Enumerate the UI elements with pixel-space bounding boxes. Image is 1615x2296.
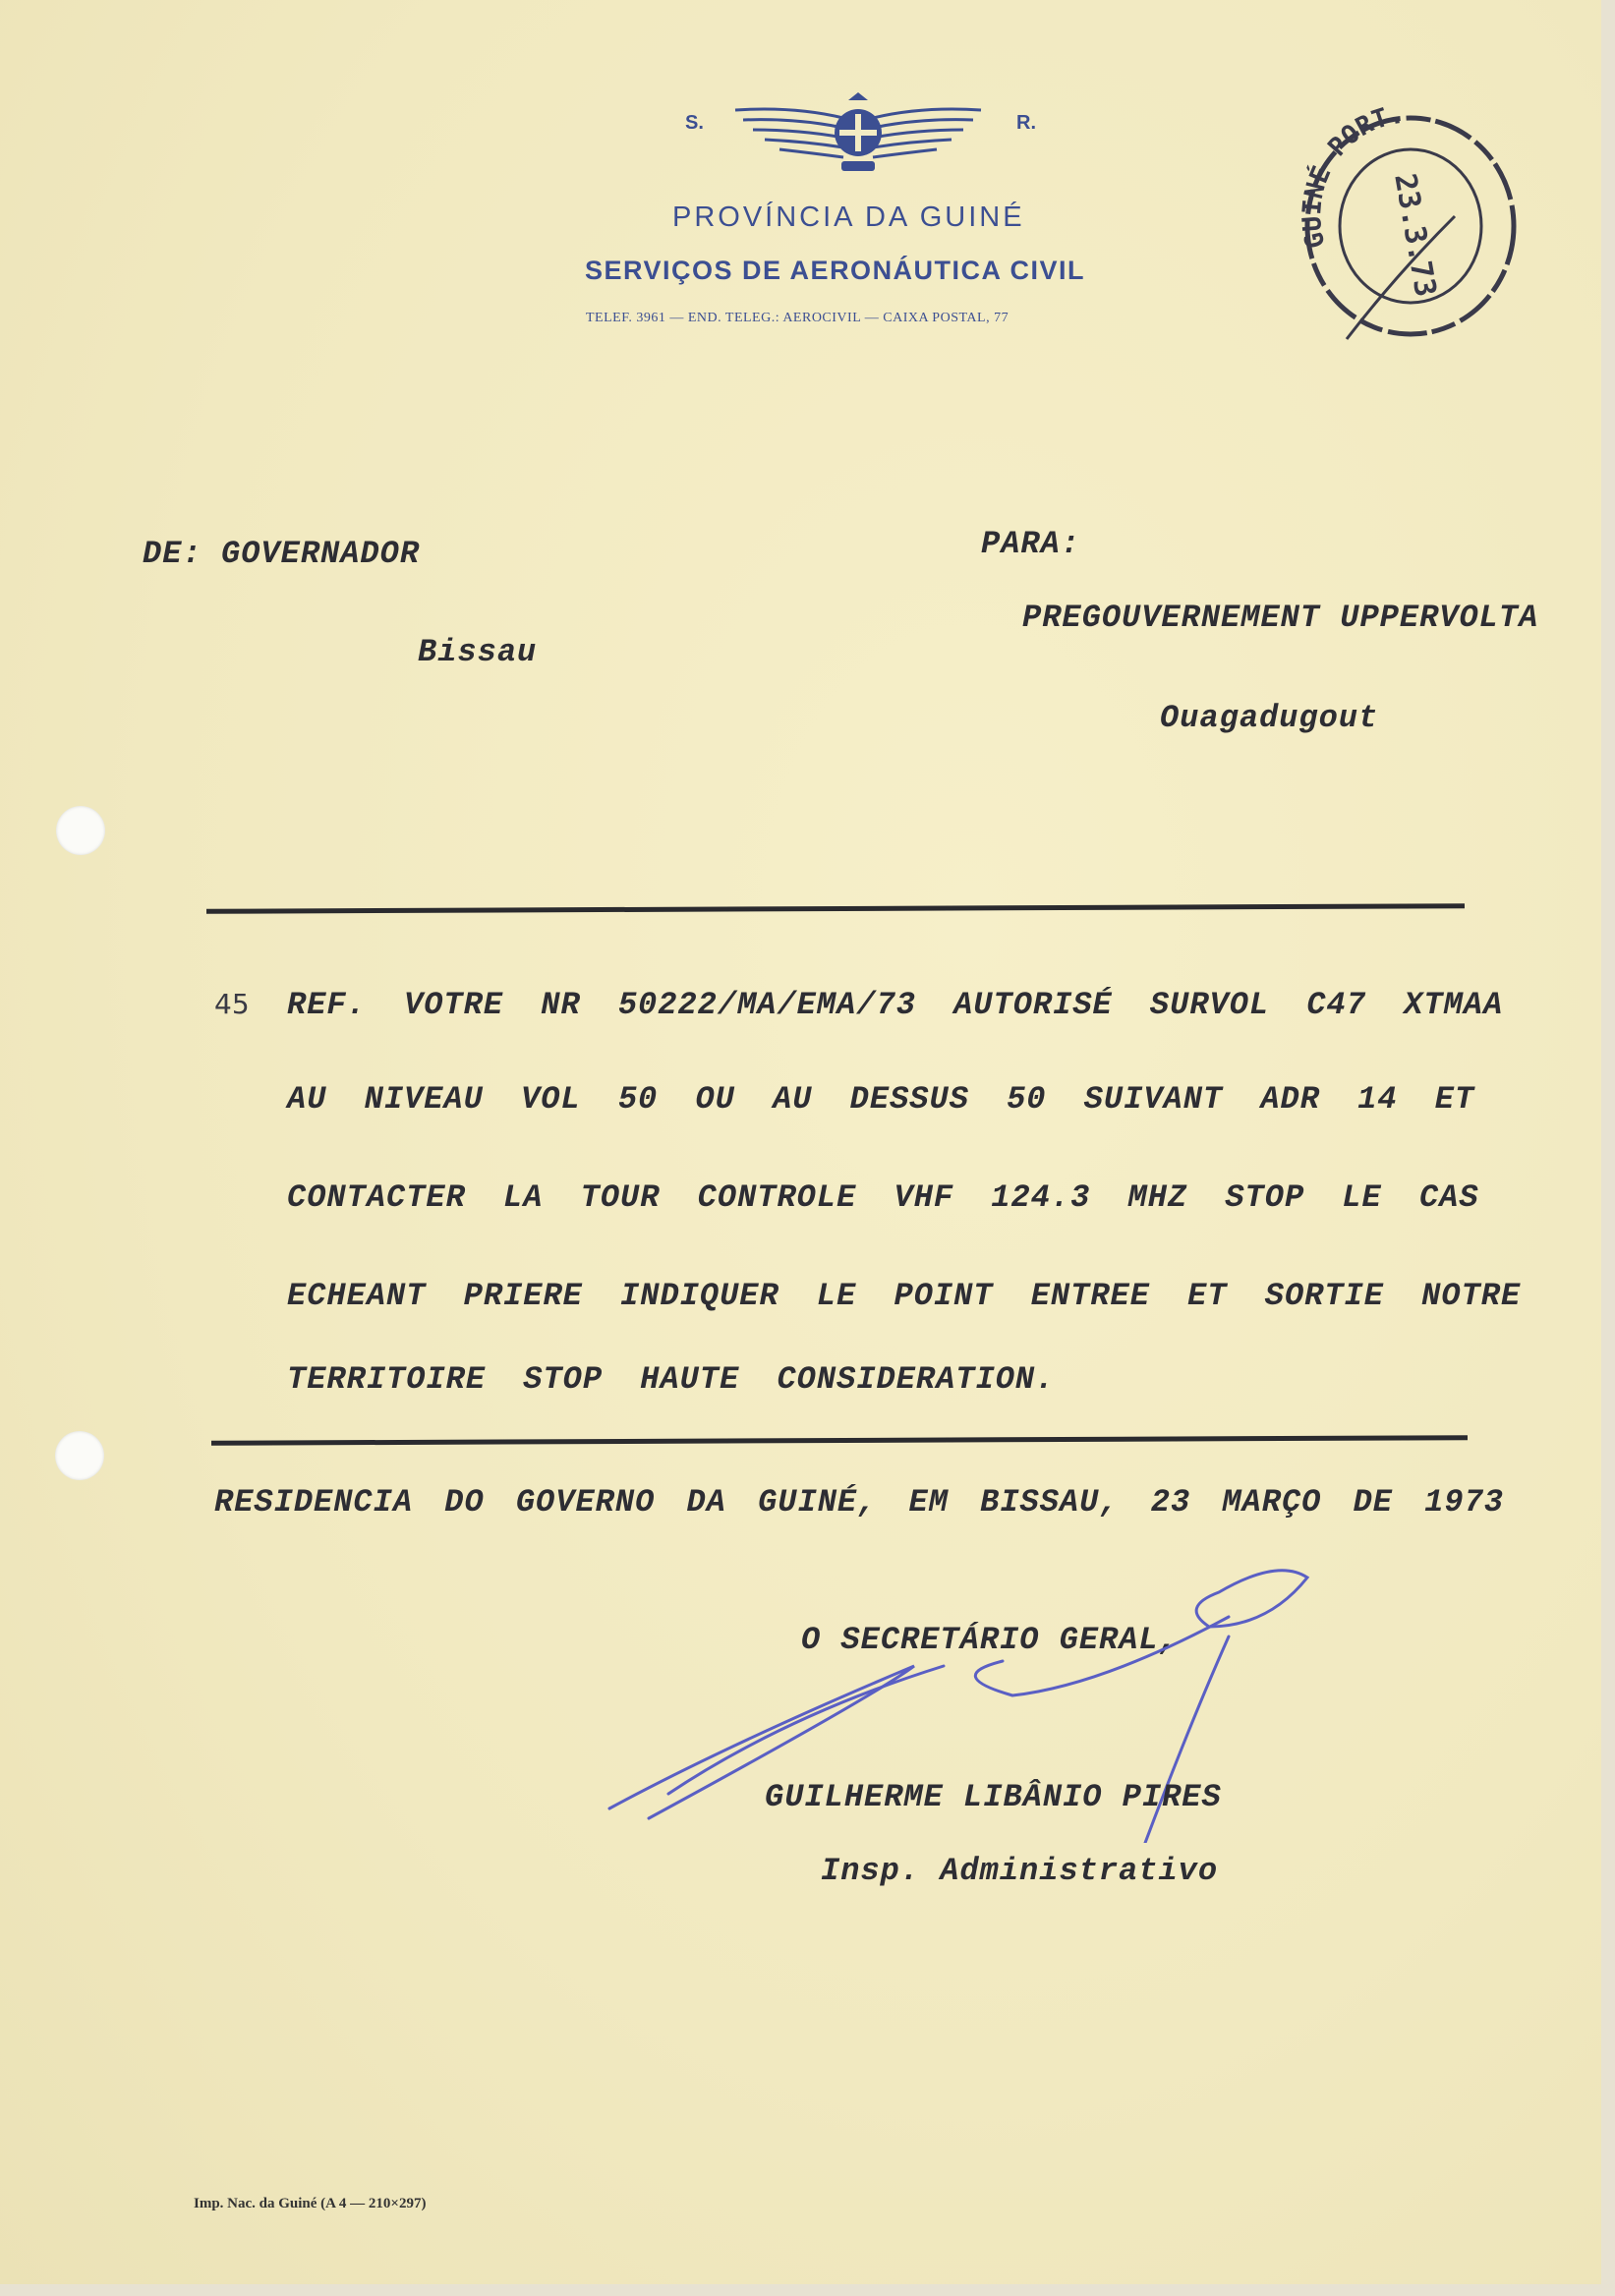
from-label: DE: bbox=[143, 536, 202, 572]
from-city: Bissau bbox=[418, 634, 538, 670]
closing-name: GUILHERME LIBÂNIO PIRES bbox=[765, 1779, 1222, 1815]
closing-title: O SECRETÁRIO GERAL, bbox=[801, 1622, 1179, 1658]
letterhead-contact: TELEF. 3961 — END. TELEG.: AEROCIVIL — CAIXA POSTAL, 77 bbox=[586, 311, 1009, 325]
message-line-3: CONTACTER LA TOUR CONTROLE VHF 124.3 MHZ STOP LE CAS bbox=[287, 1179, 1479, 1216]
closing-place-date: RESIDENCIA DO GOVERNO DA GUINÉ, EM BISSAU, 23 MARÇO DE 1973 bbox=[214, 1484, 1504, 1521]
message-number: 45 bbox=[214, 988, 250, 1020]
message-line-5: TERRITOIRE STOP HAUTE CONSIDERATION. bbox=[287, 1361, 1056, 1398]
message-line-2: AU NIVEAU VOL 50 OU AU DESSUS 50 SUIVANT ADR 14 ET bbox=[287, 1081, 1475, 1118]
closing-role: Insp. Administrativo bbox=[821, 1853, 1219, 1889]
letterhead-initial-left: S. bbox=[685, 112, 704, 134]
page-edge-bottom bbox=[0, 2284, 1615, 2296]
letterhead-initial-right: R. bbox=[1016, 112, 1036, 134]
message-line-1: REF. VOTRE NR 50222/MA/EMA/73 AUTORISÉ SURVOL C47 XTMAA bbox=[287, 987, 1504, 1023]
punch-hole-upper bbox=[56, 806, 105, 855]
stamp-text: GUINÉ PORT. bbox=[1298, 99, 1407, 252]
punch-hole-lower bbox=[55, 1431, 104, 1480]
letterhead-service: SERVIÇOS DE AERONÁUTICA CIVIL bbox=[585, 256, 1086, 285]
letterhead-province: PROVÍNCIA DA GUINÉ bbox=[672, 201, 1025, 233]
message-line-4: ECHEANT PRIERE INDIQUER LE POINT ENTREE ET SORTIE NOTRE bbox=[287, 1278, 1522, 1314]
to-name: PREGOUVERNEMENT UPPERVOLTA bbox=[1022, 600, 1539, 636]
footer-imprint: Imp. Nac. da Guiné (A 4 — 210×297) bbox=[194, 2196, 427, 2211]
to-label: PARA: bbox=[981, 526, 1081, 562]
page-edge-right bbox=[1601, 0, 1615, 2296]
postmark-stamp-icon bbox=[1288, 98, 1533, 354]
stamp-date: 23.3.73 bbox=[1387, 170, 1443, 300]
winged-cross-emblem-icon bbox=[725, 88, 991, 177]
from-name: GOVERNADOR bbox=[221, 536, 421, 572]
to-city: Ouagadugout bbox=[1160, 700, 1379, 736]
